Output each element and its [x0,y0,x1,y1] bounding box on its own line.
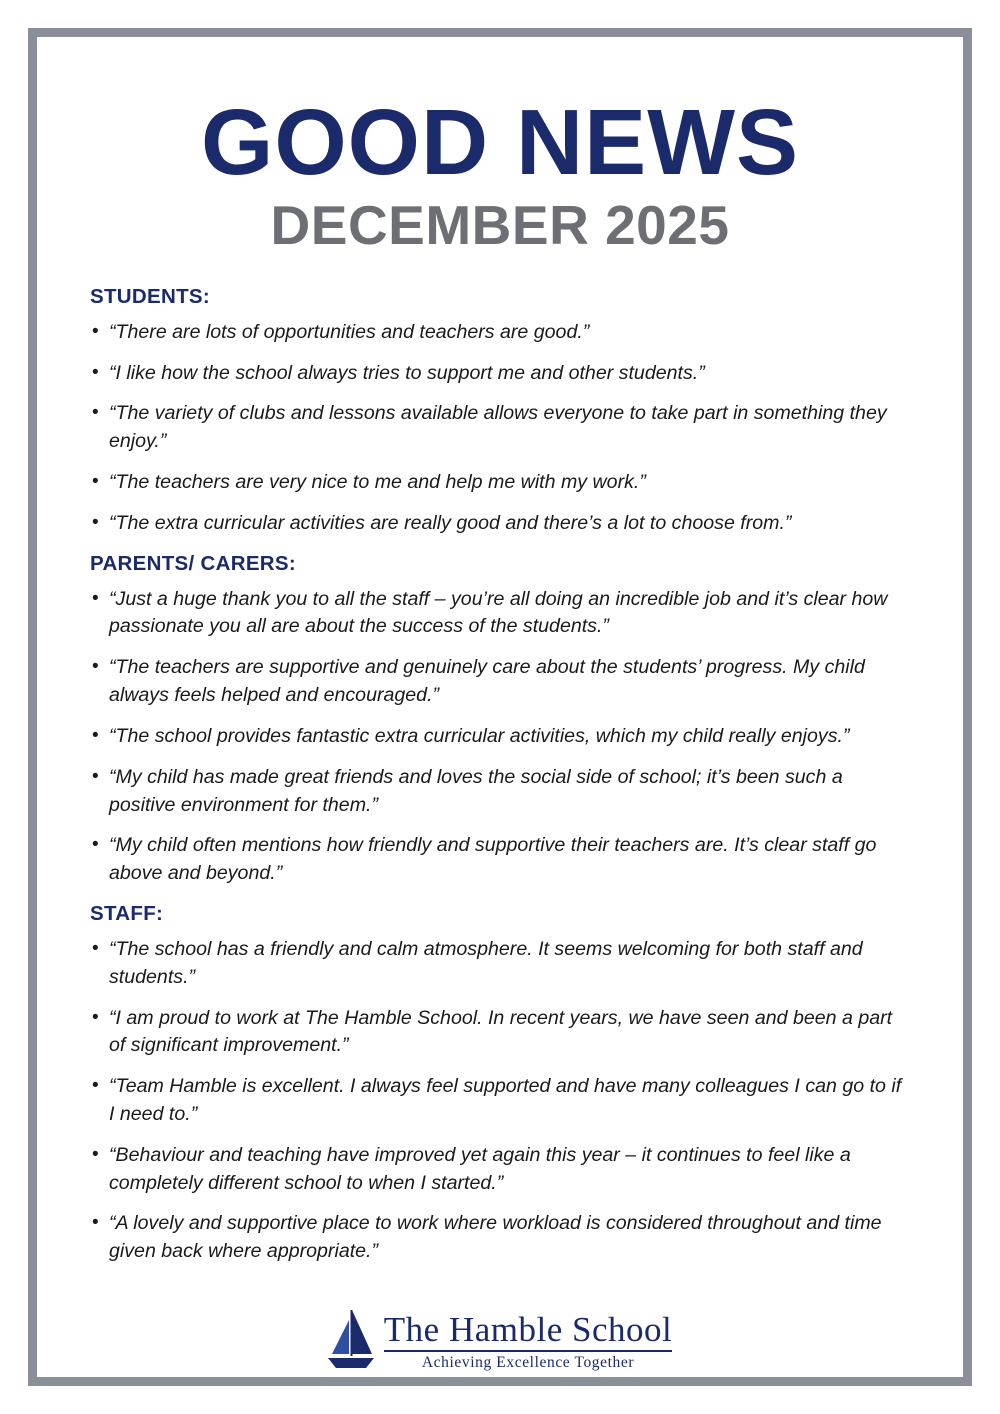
section-parents-carers [90,552,910,888]
list-item [90,400,910,456]
quote-text: “The extra curricular activities are really good and there’s a lot to choose from.” [109,511,792,534]
quote-text: “A lovely and supportive place to work where workload is considered throughout and time given back where appropriate.” [109,1212,882,1263]
quote-text: “The school has a friendly and calm atmosphere. It seems welcoming for both staff and students.” [109,937,863,988]
bullet-icon: • [92,511,99,533]
section-students [90,285,910,538]
quote-text: “I like how the school always tries to support me and other students.” [109,361,705,384]
section-heading: STUDENTS: [90,284,211,308]
quote-text: “The variety of clubs and lessons available allows everyone to take part in something they enjoy.” [109,402,887,453]
quote-list [90,936,910,1266]
quote-text: “The school provides fantastic extra curricular activities, which my child really enjoys.” [109,724,850,747]
bullet-icon: • [92,1212,99,1234]
school-logo [328,1308,672,1372]
page-title: GOOD NEWS [200,90,799,194]
bullet-icon: • [92,471,99,492]
bullet-icon: • [92,361,99,383]
bullet-icon: • [92,937,99,959]
list-item [90,319,910,347]
quote-text: “There are lots of opportunities and teachers are good.” [109,320,590,343]
bullet-icon: • [92,320,99,342]
footer [28,1308,972,1372]
logo-text-block [383,1309,673,1373]
logo-divider [384,1350,672,1352]
list-item [90,1210,910,1266]
list-item [90,654,910,710]
list-item [90,586,910,642]
bullet-icon: • [92,765,99,787]
bullet-icon: • [92,656,99,678]
bullet-icon: • [92,1006,99,1028]
list-item [90,469,910,497]
quote-text: “The teachers are supportive and genuinely care about the students’ progress. My child always feels helped and encouraged.” [109,656,865,707]
list-item [90,832,910,888]
quote-text: “The teachers are very nice to me and help me with my work.” [109,471,646,493]
sailboat-icon [328,1308,374,1372]
school-name: The Hamble School [383,1309,673,1349]
bullet-icon: • [92,402,99,424]
school-tagline: Achieving Excellence Together [421,1353,635,1371]
sections-container [90,285,910,1266]
quote-text: “My child has made great friends and loves the social side of school; it’s been such a positive environment for them.” [109,765,843,816]
quote-text: “I am proud to work at The Hamble School. In recent years, we have seen and been a part of significant improvement.” [109,1006,893,1057]
poster-content [28,28,972,1386]
bullet-icon: • [92,724,99,746]
section-heading: PARENTS/ CARERS: [90,551,297,575]
list-item [90,764,910,820]
list-item [90,1005,910,1061]
quote-list [90,319,910,538]
bullet-icon: • [92,587,99,609]
list-item [90,1142,910,1198]
section-heading: STAFF: [90,901,164,925]
quote-text: “My child often mentions how friendly and supportive their teachers are. It’s clear staff go above and beyond.” [109,834,877,885]
section-staff [90,902,910,1266]
list-item [90,360,910,388]
list-item [90,936,910,992]
bullet-icon: • [92,1143,99,1165]
quote-list [90,586,910,888]
list-item [90,723,910,751]
list-item [90,510,910,538]
list-item [90,1073,910,1129]
bullet-icon: • [92,1075,99,1097]
quote-text: “Just a huge thank you to all the staff – you’re all doing an incredible job and it’s clear how passionate you all are about the success of the students.” [109,587,888,638]
quote-text: “Behaviour and teaching have improved yet again this year – it continues to feel like a completely different school to when I started.” [109,1143,851,1194]
quote-text: “Team Hamble is excellent. I always feel supported and have many colleagues I can go to if I need to.” [109,1075,902,1125]
bullet-icon: • [92,834,99,856]
page-subtitle: DECEMBER 2025 [270,194,730,256]
